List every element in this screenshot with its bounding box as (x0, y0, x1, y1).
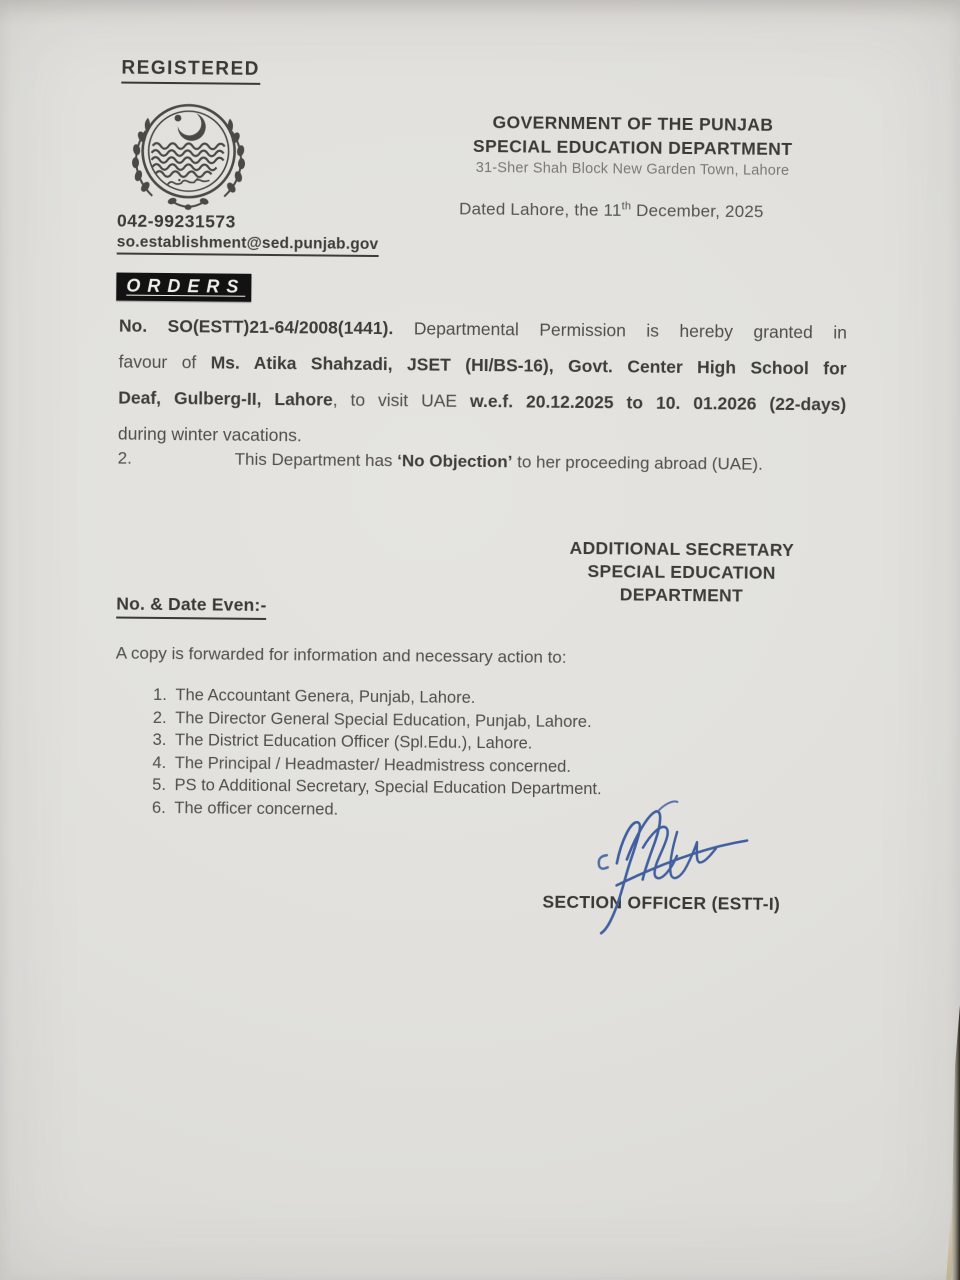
department-title: SPECIAL EDUCATION DEPARTMENT (472, 135, 793, 159)
cc-item: 6. The officer concerned. (170, 797, 754, 825)
section-officer-title: SECTION OFFICER (ESTT-I) (542, 891, 781, 914)
cc-item: 4. The Principal / Headmaster/ Headmistress concerned. (171, 752, 755, 780)
scan-top-shadow (0, 0, 960, 26)
punjab-crest-logo (121, 99, 256, 219)
order-paragraph (118, 311, 847, 462)
phone-number: 042-99231573 (116, 210, 236, 232)
government-title: GOVERNMENT OF THE PUNJAB (492, 112, 774, 135)
date-ordinal-suffix: th (621, 200, 632, 213)
signature (568, 789, 775, 951)
no-and-date-label: No. & Date Even:- (116, 594, 266, 620)
signatory-line-1: ADDITIONAL SECRETARY (569, 537, 795, 561)
no-objection-text: This Department has ‘No Objection’ to her proceeding abroad (UAE). (234, 449, 763, 474)
cc-item: 5. PS to Additional Secretary, Special Education Department. (170, 774, 754, 802)
order-line-4: during winter vacations. (117, 423, 302, 446)
email-address: so.establishment@sed.punjab.gov (117, 234, 379, 258)
cc-item: 1. The Accountant Genera, Punjab, Lahore. (171, 684, 755, 712)
forwarding-line: A copy is forwarded for information and necessary action to: (115, 643, 567, 667)
registered-stamp: REGISTERED (121, 58, 260, 85)
department-address: 31-Sher Shah Block New Garden Town, Lahore (475, 159, 790, 179)
signatory-block (554, 537, 809, 608)
order-line-3: Deaf, Gulberg-II, Lahore, to visit UAE w.e.f. 20.12.2025 to 10. 01.2026 (22-days) (118, 387, 847, 415)
order-line-1: No. SO(ESTT)21-64/2008(1441). Departmental Permission is hereby granted in (118, 315, 848, 343)
order-line-2: favour of Ms. Atika Shahzadi, JSET (HI/BS-16), Govt. Center High School for (118, 351, 847, 379)
signatory-line-3: DEPARTMENT (619, 584, 744, 606)
cc-item: 3. The District Education Officer (Spl.Edu.), Lahore. (171, 729, 755, 757)
paragraph-number: 2. (117, 448, 132, 468)
cc-item: 2. The Director General Special Education, Punjab, Lahore. (171, 707, 755, 735)
date-line: Dated Lahore, the 11th December, 2025 (459, 199, 764, 222)
signatory-line-2: SPECIAL EDUCATION (587, 561, 776, 583)
letterhead (420, 111, 845, 179)
orders-heading: ORDERS (116, 273, 251, 302)
